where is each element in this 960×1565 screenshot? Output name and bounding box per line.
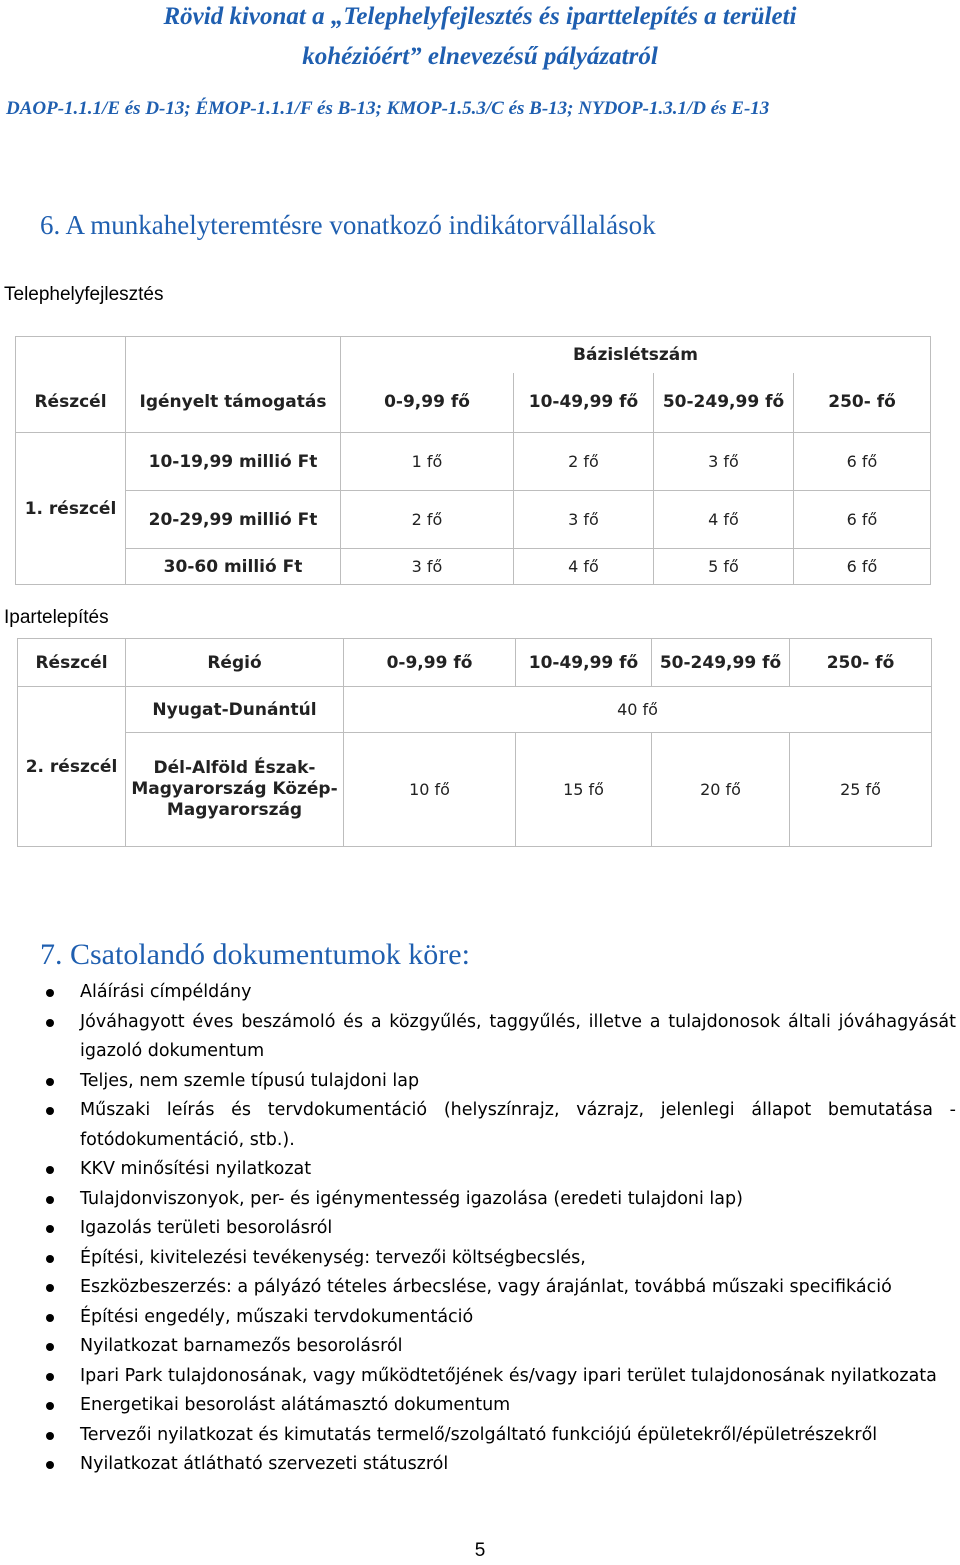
list-item: Műszaki leírás és tervdokumentáció (helyszínrajz, vázrajz, jelenlegi állapot bemutatása - fotódokumentáció, stb.). — [0, 1096, 960, 1155]
header-col-3: 250- fő — [790, 639, 932, 687]
header-col-0: 0-9,99 fő — [341, 373, 514, 433]
list-item: Aláírási címpéldány — [0, 978, 960, 1008]
list-item: Tulajdonviszonyok, per- és igénymentesség igazolása (eredeti tulajdoni lap) — [0, 1185, 960, 1215]
table-ipartelepites — [17, 638, 932, 847]
header-igenyelt: Igényelt támogatás — [126, 373, 341, 433]
part-label: 2. részcél — [18, 687, 126, 847]
region-others: Dél-Alföld Észak-Magyarország Közép-Magyarország — [126, 733, 344, 847]
header-col-2: 50-249,99 fő — [654, 373, 794, 433]
header-reszcel: Részcél — [16, 373, 126, 433]
value-cell: 3 fő — [341, 549, 514, 585]
value-cell: 2 fő — [341, 491, 514, 549]
header-col-0: 0-9,99 fő — [344, 639, 516, 687]
header-regio: Régió — [126, 639, 344, 687]
list-item: Ipari Park tulajdonosának, vagy működtetőjének és/vagy ipari terület tulajdonosának nyilatkozata — [0, 1362, 960, 1392]
list-item: Eszközbeszerzés: a pályázó tételes árbecslése, vagy árajánlat, továbbá műszaki specifikáció — [0, 1273, 960, 1303]
value-cell: 4 fő — [514, 549, 654, 585]
region-nyugat-dunantul: Nyugat-Dunántúl — [126, 687, 344, 733]
empty-cell — [126, 337, 341, 373]
document-title-line1: Rövid kivonat a „Telephelyfejlesztés és iparttelepítés a területi — [163, 3, 797, 30]
section-6-heading: 6. A munkahelyteremtésre vonatkozó indikátorvállalások — [40, 210, 656, 240]
list-item: Tervezői nyilatkozat és kimutatás termelő/szolgáltató funkciójú épületekről/épületrészekről — [0, 1421, 960, 1451]
list-item: Igazolás területi besorolásról — [0, 1214, 960, 1244]
list-item: Építési, kivitelezési tevékenység: tervezői költségbecslés, — [0, 1244, 960, 1274]
table-telephelyfejlesztes — [15, 336, 931, 585]
support-amount: 30-60 millió Ft — [126, 549, 341, 585]
list-item: Nyilatkozat barnamezős besorolásról — [0, 1332, 960, 1362]
program-codes: DAOP-1.1.1/E és D-13; ÉMOP-1.1.1/F és B-13; KMOP-1.5.3/C és B-13; NYDOP-1.3.1/D és E-13 — [6, 98, 770, 119]
section-7-heading: 7. Csatolandó dokumentumok köre: — [40, 938, 470, 971]
value-cell: 2 fő — [514, 433, 654, 491]
header-col-3: 250- fő — [794, 373, 931, 433]
support-amount: 10-19,99 millió Ft — [126, 433, 341, 491]
header-reszcel: Részcél — [18, 639, 126, 687]
document-title-line2: kohézióért” elnevezésű pályázatról — [302, 43, 658, 70]
value-cell: 6 fő — [794, 433, 931, 491]
value-cell: 25 fő — [790, 733, 932, 847]
group-header: Bázislétszám — [341, 337, 931, 373]
value-cell: 5 fő — [654, 549, 794, 585]
header-col-1: 10-49,99 fő — [514, 373, 654, 433]
part-label: 1. részcél — [16, 433, 126, 585]
documents-list — [0, 978, 960, 1480]
value-cell: 3 fő — [654, 433, 794, 491]
list-item: KKV minősítési nyilatkozat — [0, 1155, 960, 1185]
value-cell: 1 fő — [341, 433, 514, 491]
empty-cell — [16, 337, 126, 373]
value-cell: 10 fő — [344, 733, 516, 847]
list-item: Jóváhagyott éves beszámoló és a közgyűlés, taggyűlés, illetve a tulajdonosok általi jóváhagyását igazoló dokumentum — [0, 1008, 960, 1067]
value-cell: 6 fő — [794, 549, 931, 585]
value-cell: 20 fő — [652, 733, 790, 847]
value-cell: 15 fő — [516, 733, 652, 847]
list-item: Teljes, nem szemle típusú tulajdoni lap — [0, 1067, 960, 1097]
region1-value: 40 fő — [344, 687, 932, 733]
support-amount: 20-29,99 millió Ft — [126, 491, 341, 549]
subtitle-ipartelepites: Ipartelepítés — [4, 607, 109, 628]
page-number: 5 — [474, 1540, 486, 1561]
list-item: Nyilatkozat átlátható szervezeti státuszról — [0, 1450, 960, 1480]
list-item: Energetikai besorolást alátámasztó dokumentum — [0, 1391, 960, 1421]
header-col-1: 10-49,99 fő — [516, 639, 652, 687]
value-cell: 4 fő — [654, 491, 794, 549]
subtitle-telephelyfejlesztes: Telephelyfejlesztés — [4, 284, 164, 305]
value-cell: 6 fő — [794, 491, 931, 549]
value-cell: 3 fő — [514, 491, 654, 549]
list-item: Építési engedély, műszaki tervdokumentáció — [0, 1303, 960, 1333]
header-col-2: 50-249,99 fő — [652, 639, 790, 687]
